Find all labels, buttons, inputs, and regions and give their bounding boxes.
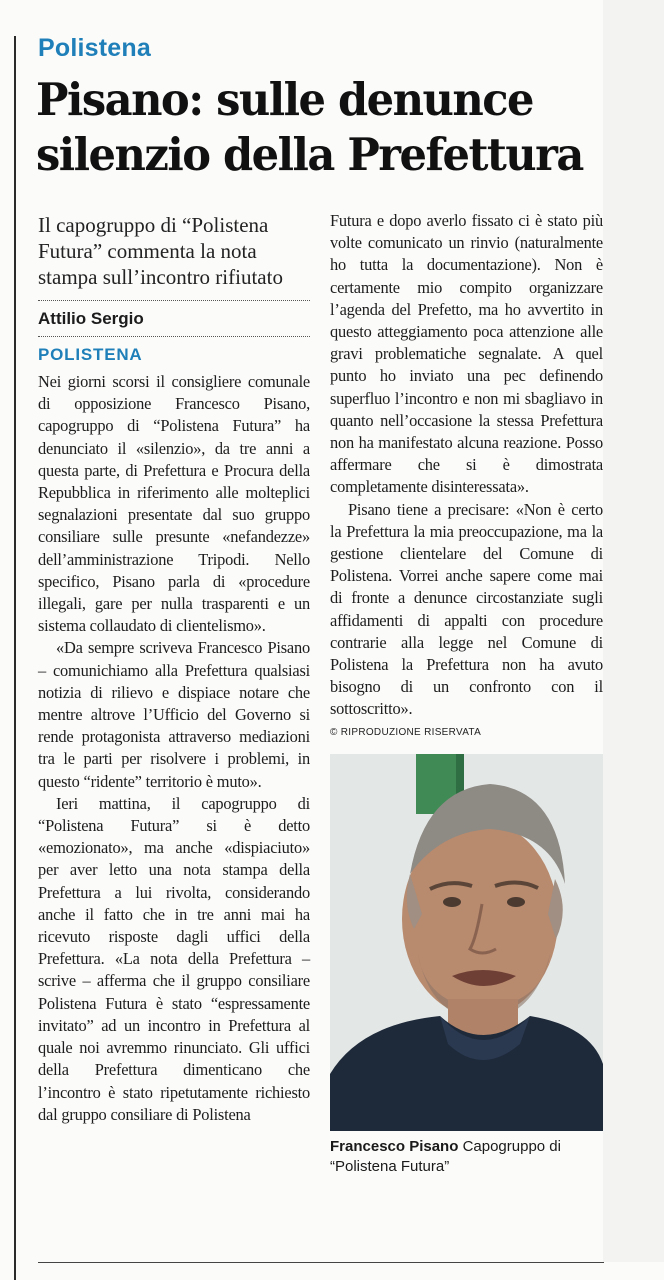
body-text-middle [330, 210, 603, 721]
caption-name: Francesco Pisano [330, 1137, 459, 1155]
caption-text: Capogruppo di “Polistena Futura” [330, 1137, 561, 1175]
article-column-middle [330, 210, 603, 1177]
article-subheading: Il capogruppo di “Polistena Futura” commenta la nota stampa sull’incontro rifiutato [38, 213, 283, 289]
portrait-photo [330, 754, 603, 1131]
paragraph: Nei giorni scorsi il consigliere comunale di opposizione Francesco Pisano, capogruppo di “Polistena Futura” ha denunciato il «silenzio», da tre anni a questa parte, di Prefettura e Procura della Repubblica in riferimento alle molteplici segnalazioni presentate dal suo gruppo consiliare sulle presunte «nefandezze» dell’amministrazione Tripodi. Nello specifico, Pisano parla di «procedure illegali, gare per nulla trasparenti e un sistema collaudato di clientelismo». [38, 372, 310, 636]
dateline: POLISTENA [38, 345, 143, 364]
paragraph: Futura e dopo averlo fissato ci è stato più volte comunicato un rinvio (naturalmente ho tutta la documentazione). Non è certamente mio compito organizzare l’agenda del Prefetto, ma ho avvertito in questo atteggiamento poca attenzione alle gravi problematiche segnalate. A quel punto ho inviato una pec definendo superfluo l’incontro e non mi sbagliavo in quanto nell’occasione la stessa Prefettura non ha manifestato alcuna reazione. Posso affermare che si è dimostrata completamente disinteressata». [330, 211, 603, 497]
article-headline: Pisano: sulle denunce silenzio della Prefettura [36, 73, 583, 181]
paragraph: Pisano tiene a precisare: «Non è certo la Prefettura la mia preoccupazione, ma la gestione clientelare del Comune di Polistena. Vorrei anche sapere come mai di fronte a denunce circostanziate sugli affidamenti di appalti con procedure contrarie alla legge nel Comune di Polistena la Prefettura non ha avuto bisogno di un confronto con il sottoscritto». [330, 499, 603, 719]
article-column-left [38, 210, 310, 1126]
paragraph: «Da sempre scriveva Francesco Pisano – comunichiamo alla Prefettura qualsiasi notizia di rilievo e dispiace notare che mentre altrove l’Ufficio del Governo si rende protagonista attraverso mediazioni tra le parti per risolvere i problemi, in questo “ridente” territorio è muto». [38, 638, 310, 791]
paragraph: Ieri mattina, il capogruppo di “Polistena Futura” si è detto «emozionato», ma anche «dispiaciuto» per aver letto una nota stampa della Prefettura a lui rivolta, considerando anche il fatto che in tre anni mai ha ricevuto risposte dagli uffici della Prefettura. «La nota della Prefettura – scrive – afferma che il gruppo consiliare Polistena Futura è stato “espressamente invitato” ad un incontro in Prefettura al quale noi avremmo rinunciato. Gli uffici della Prefettura dimenticano che l’incontro è stato ripetutamente richiesto dal gruppo consiliare di Polistena [38, 793, 310, 1124]
copyright-notice: © RIPRODUZIONE RISERVATA [330, 726, 482, 738]
page-edge-rule [14, 36, 16, 1280]
bottom-rule [38, 1262, 604, 1263]
adjacent-page-strip [603, 0, 664, 1262]
portrait-illustration [330, 754, 603, 1131]
author-byline: Attilio Sergio [38, 309, 144, 328]
photo-caption [330, 1137, 603, 1177]
section-kicker: Polistena [38, 34, 151, 62]
body-text-left [38, 371, 310, 1126]
